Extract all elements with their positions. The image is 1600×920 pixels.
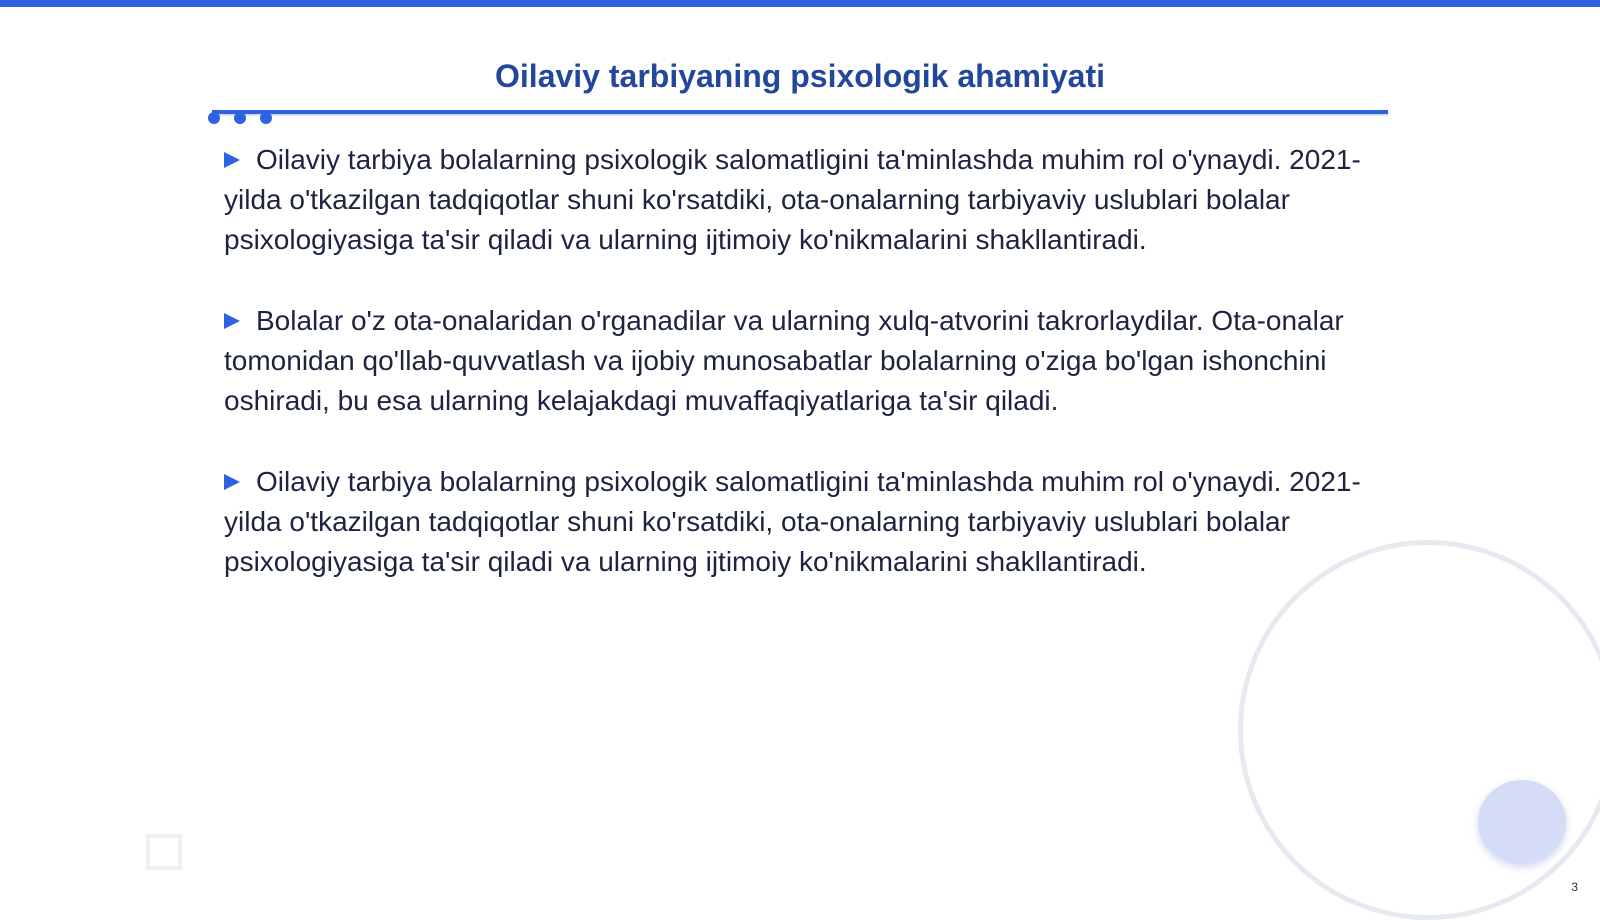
decorative-ring [1238,540,1600,920]
bullet-text: Oilaviy tarbiya bolalarning psixologik salomatligini ta'minlashda muhim rol o'ynaydi. 2021-yilda o'tkazilgan tadqiqotlar shuni ko'rsatdiki, ota-onalarning tarbiyaviy uslublari bolalar psixologiyasiga ta'sir qiladi va ularning ijtimoiy ko'nikmalarini shakllantiradi. [224,466,1361,577]
bullet-item [224,462,1384,582]
title-underline [212,110,1388,114]
slide-title: Oilaviy tarbiyaning psixologik ahamiyati [495,58,1105,94]
bullet-item [224,301,1384,421]
underline-dot [208,112,220,124]
triangle-right-icon [224,474,240,490]
bullet-text: Oilaviy tarbiya bolalarning psixologik salomatligini ta'minlashda muhim rol o'ynaydi. 2021-yilda o'tkazilgan tadqiqotlar shuni ko'rsatdiki, ota-onalarning tarbiyaviy uslublari bolalar psixologiyasiga ta'sir qiladi va ularning ijtimoiy ko'nikmalarini shakllantiradi. [224,144,1361,255]
page-number: 3 [1571,880,1578,894]
triangle-right-icon [224,152,240,168]
underline-dot [234,112,246,124]
triangle-right-icon [224,313,240,329]
decorative-circle [1478,780,1566,864]
bullet-item [224,140,1384,260]
decorative-square [146,834,182,870]
bullet-text: Bolalar o'z ota-onalaridan o'rganadilar va ularning xulq-atvorini takrorlaydilar. Ota-onalar tomonidan qo'llab-quvvatlash va ijobiy munosabatlar bolalarning o'ziga bo'lgan ishonchini oshiradi, bu esa ularning kelajakdagi muvaffaqiyatlariga ta'sir qiladi. [224,305,1344,416]
underline-dot [260,112,272,124]
top-accent-bar [0,0,1600,7]
bullet-list [224,140,1384,623]
